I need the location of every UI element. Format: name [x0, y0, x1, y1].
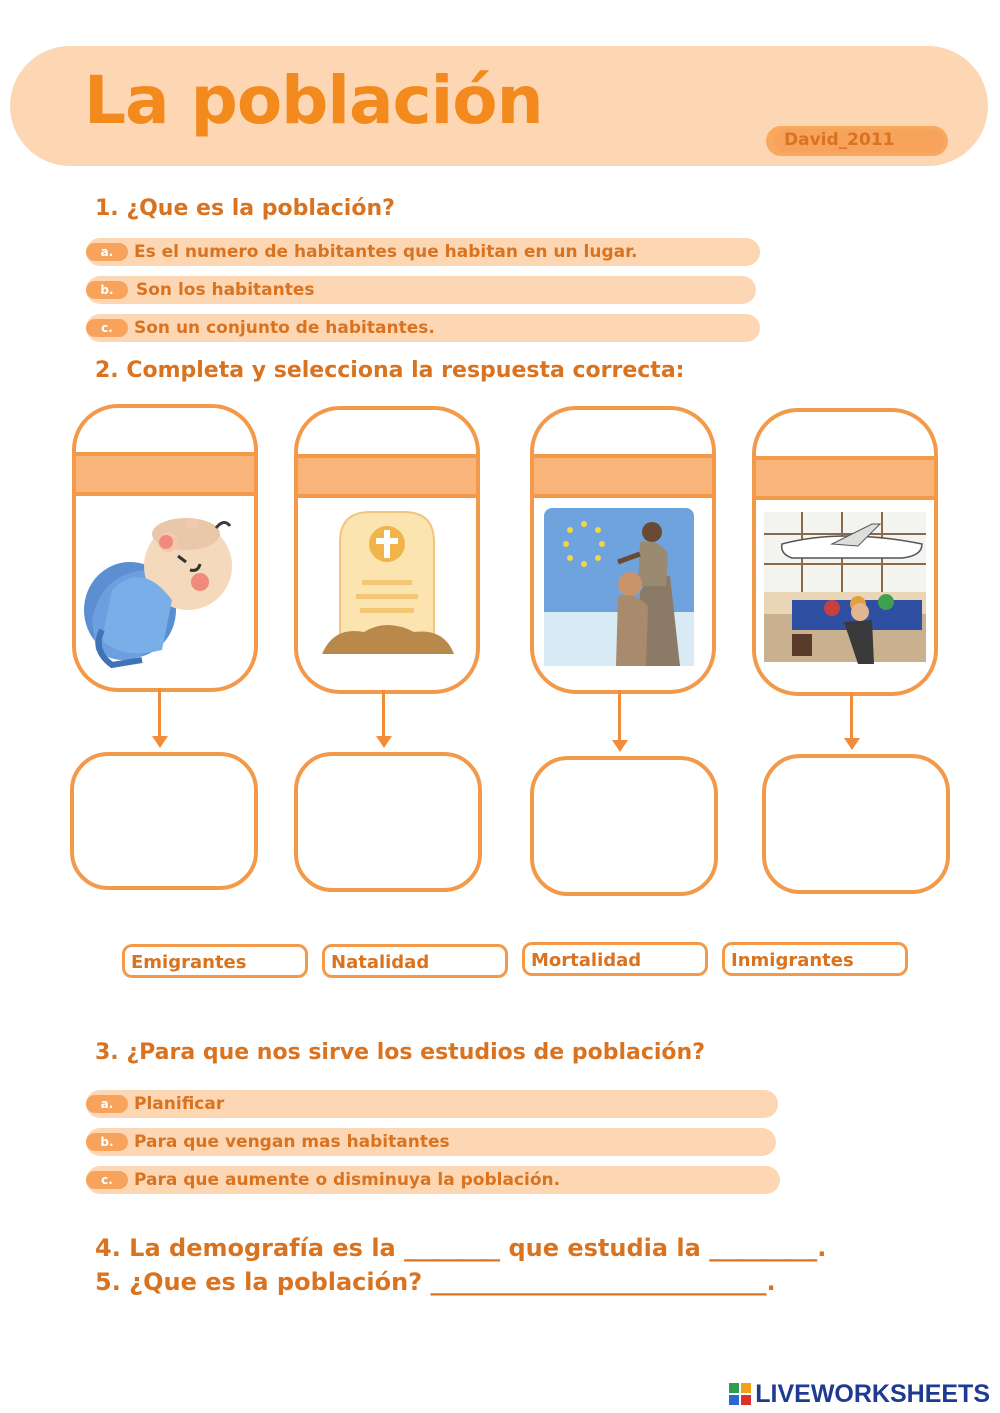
card-migrants-bar	[530, 454, 716, 498]
q3-option-a[interactable]	[86, 1090, 778, 1118]
q3-option-b[interactable]	[86, 1128, 776, 1156]
card-migrants	[530, 406, 716, 694]
card-baby	[72, 404, 258, 692]
answer-box-2[interactable]	[294, 752, 482, 892]
q1-option-c-letter: c.	[86, 319, 128, 337]
arrow-1-line	[158, 688, 161, 738]
liveworksheets-icon	[729, 1383, 751, 1405]
card-baby-bar	[72, 452, 258, 496]
airport-image	[762, 504, 928, 682]
word-emigrantes-label: Emigrantes	[131, 952, 247, 973]
q3-option-b-letter: b.	[86, 1133, 128, 1151]
arrow-4-line	[850, 692, 853, 740]
q1-option-c[interactable]	[86, 314, 760, 342]
q1-option-b-letter: b.	[86, 281, 128, 299]
question-2: 2. Completa y selecciona la respuesta correcta:	[95, 358, 685, 383]
q1-option-b[interactable]	[86, 276, 756, 304]
question-1: 1. ¿Que es la población?	[95, 196, 395, 221]
arrow-2-head	[376, 736, 392, 748]
q3-option-a-letter: a.	[86, 1095, 128, 1113]
word-mortalidad-label: Mortalidad	[531, 950, 642, 971]
q3-option-b-text: Para que vengan mas habitantes	[134, 1132, 450, 1152]
baby-image	[82, 500, 248, 678]
card-airport	[752, 408, 938, 696]
card-airport-bar	[752, 456, 938, 500]
arrow-3-line	[618, 690, 621, 742]
q1-option-a-text: Es el numero de habitantes que habitan en un lugar.	[134, 242, 638, 262]
q3-option-c[interactable]	[86, 1166, 780, 1194]
q1-option-b-text: Son los habitantes	[136, 280, 315, 300]
footer-brand: LIVEWORKSHEETS	[755, 1380, 990, 1408]
q3-option-c-text: Para que aumente o disminuya la población.	[134, 1170, 561, 1190]
card-gravestone	[294, 406, 480, 694]
word-inmigrantes[interactable]	[722, 942, 908, 976]
q1-option-c-text: Son un conjunto de habitantes.	[134, 318, 435, 338]
word-natalidad-label: Natalidad	[331, 952, 430, 973]
q3-option-a-text: Planificar	[134, 1094, 225, 1114]
author-label: David_2011	[784, 130, 895, 150]
answer-box-3[interactable]	[530, 756, 718, 896]
q3-option-c-letter: c.	[86, 1171, 128, 1189]
arrow-1-head	[152, 736, 168, 748]
answer-box-4[interactable]	[762, 754, 950, 894]
q1-option-a[interactable]	[86, 238, 760, 266]
question-5[interactable]: 5. ¿Que es la población? ____________________________.	[95, 1268, 776, 1296]
question-3: 3. ¿Para que nos sirve los estudios de población?	[95, 1040, 705, 1065]
word-natalidad[interactable]	[322, 944, 508, 978]
page-title: La población	[84, 62, 543, 139]
q1-option-a-letter: a.	[86, 243, 128, 261]
arrow-4-head	[844, 738, 860, 750]
question-4[interactable]: 4. La demografía es la ________ que estudia la _________.	[95, 1234, 827, 1262]
word-mortalidad[interactable]	[522, 942, 708, 976]
answer-box-1[interactable]	[70, 752, 258, 890]
word-inmigrantes-label: Inmigrantes	[731, 950, 854, 971]
author-badge	[766, 126, 948, 156]
gravestone-image	[304, 502, 470, 680]
liveworksheets-logo	[729, 1380, 990, 1409]
migrants-image	[540, 502, 706, 680]
word-emigrantes[interactable]	[122, 944, 308, 978]
card-gravestone-bar	[294, 454, 480, 498]
arrow-2-line	[382, 690, 385, 738]
arrow-3-head	[612, 740, 628, 752]
